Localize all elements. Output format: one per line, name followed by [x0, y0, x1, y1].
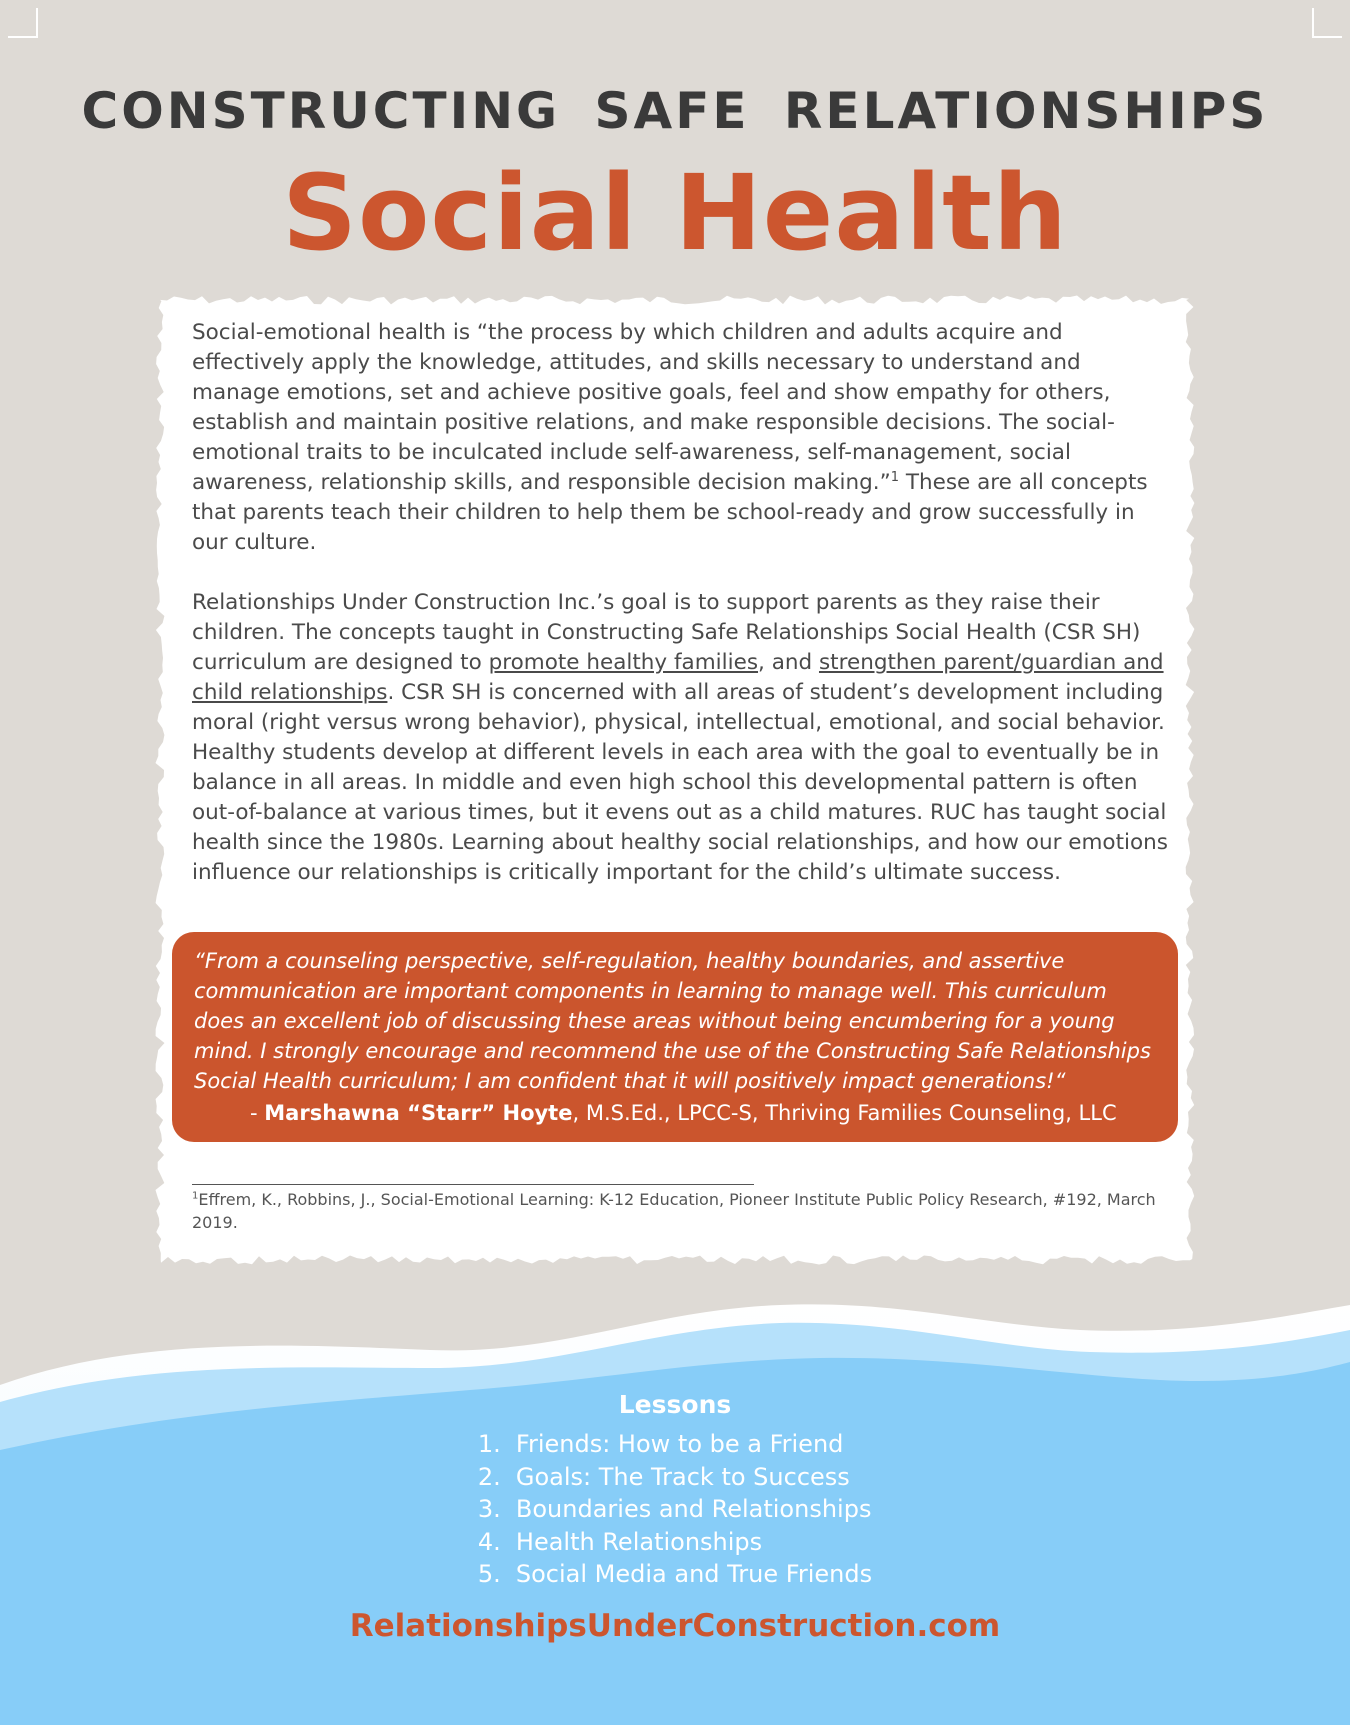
testimonial-credentials: , M.S.Ed., LPCC-S, Thriving Families Counseling, LLC	[572, 1101, 1117, 1125]
intro-paragraph: Social-emotional health is “the process by which children and adults acquire and effectively apply the knowledge, attitudes, and skills necessary to understand and manage emotions, set and achieve positive goals, feel and show empathy for others, establish and maintain positive relations, and make responsible decisions. The social-emotional traits to be inculcated include self-awareness, self-management, social awareness, relationship skills, and responsible decision making.”$^1$ These are all concepts that parents teach their children to help them be school-ready and grow successfully in our culture.	[192, 320, 1148, 555]
footnote-ref: 1	[890, 469, 899, 485]
strengthen-relationships-text: strengthen parent/guardian and child relationships	[192, 650, 1164, 705]
list-item: 3. Boundaries and Relationships	[477, 1495, 872, 1523]
testimonial-attribution: - Marshawna “Starr” Hoyte, M.S.Ed., LPCC-S, Thriving Families Counseling, LLC	[250, 1101, 1117, 1125]
testimonial-text: “From a counseling perspective, self-regulation, healthy boundaries, and assertive communication are important components in learning to manage well. This curriculum does an excellent job of discussing these areas without being encumbering for a young mind. I strongly encourage and recommend the use of the Constructing Safe Relationships Social Health curriculum; I am confident that it will positively impact generations!“	[194, 949, 1151, 1093]
list-item: 2. Goals: The Track to Success	[477, 1462, 850, 1491]
lessons-list	[478, 1428, 872, 1591]
page-title: Social Health	[282, 152, 1068, 274]
footnote: $^1$Effrem, K., Robbins, J., Social-Emotional Learning: K-12 Education, Pioneer Institute Public Policy Research, #192, March 2019.	[192, 1190, 1156, 1232]
promote-healthy-families-text: promote healthy families	[488, 650, 759, 675]
testimonial-author: Marshawna “Starr” Hoyte	[264, 1101, 573, 1125]
website-link[interactable]: RelationshipsUnderConstruction.com	[349, 1608, 1001, 1644]
list-item: 1. Friends: How to be a Friend	[477, 1430, 844, 1458]
crop-mark-top-right	[1312, 8, 1342, 38]
footnote-divider	[192, 1184, 754, 1185]
main-content	[192, 318, 1172, 888]
list-item: 5. Social Media and True Friends	[477, 1560, 873, 1588]
series-title: CONSTRUCTING SAFE RELATIONSHIPS	[81, 82, 1269, 140]
goal-paragraph: Relationships Under Construction Inc.’s goal is to support parents as they raise their children. The concepts taught in Constructing Safe Relationships Social Health (CSR SH) curriculum are designed to promote healthy families, and strengthen parent/guardian and child relationships. CSR SH is concerned with all areas of student’s development including moral (right versus wrong behavior), physical, intellectual, emotional, and social behavior. Healthy students develop at different levels in each area with the goal to eventually be in balance in all areas. In middle and even high school this developmental pattern is often out-of-balance at various times, but it evens out as a child matures. RUC has taught social health since the 1980s. Learning about healthy social relationships, and how our emotions influence our relationships is critically important for the child’s ultimate success.	[192, 590, 1168, 885]
crop-mark-top-left	[8, 8, 38, 38]
testimonial-quote-box	[172, 932, 1178, 1142]
list-item: 4. Health Relationships	[477, 1527, 763, 1556]
lessons-heading: Lessons	[618, 1390, 732, 1419]
lessons-section	[0, 1388, 1350, 1591]
